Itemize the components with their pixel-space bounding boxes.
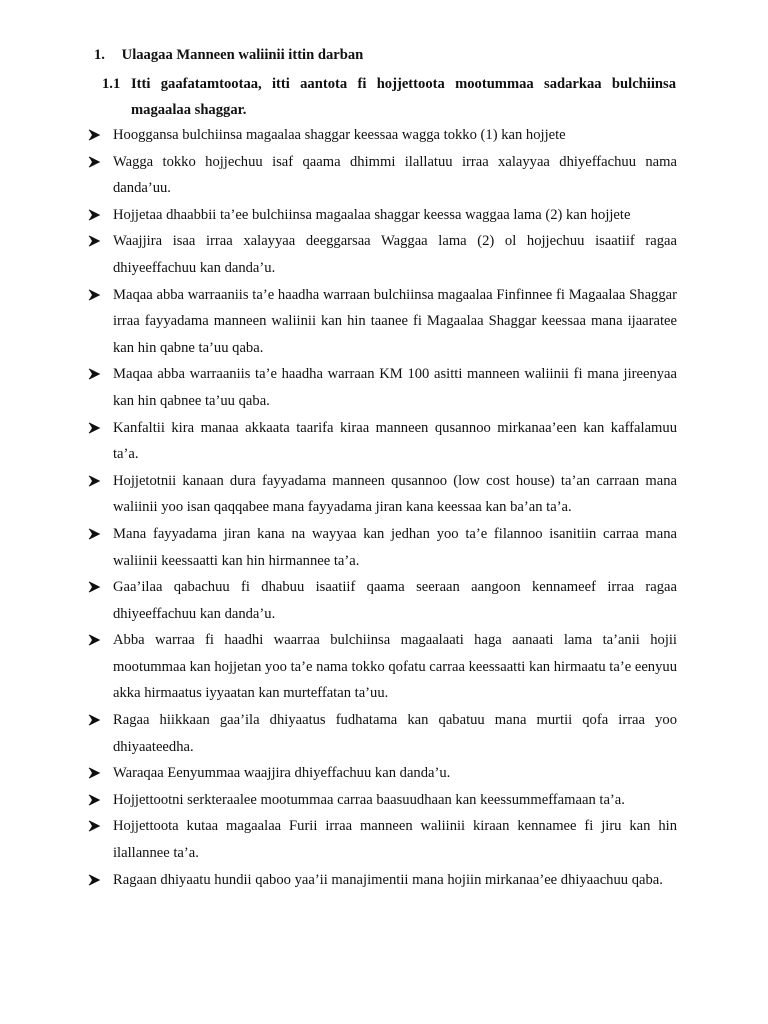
list-item-text: Hojjetotnii kanaan dura fayyadama manneen qusannoo (low cost house) ta’an carraan mana waliinii yoo isan qaqqabee mana fayyadama jiran kana keessaa kan ba’an ta’a. <box>113 472 677 516</box>
list-item <box>87 122 677 149</box>
list-item <box>87 361 677 414</box>
list-item <box>87 760 677 787</box>
list-item-text: Gaa’ilaa qabachuu fi dhabuu isaatiif qaama seeraan aangoon kennameef irraa ragaa dhiyeeffachuu kan danda’u. <box>113 579 677 622</box>
list-item-text: Ragaa hiikkaan gaa’ila dhiyaatus fudhatama kan qabatuu mana murtii qofa irraa yoo dhiyaateedha. <box>113 712 677 755</box>
list-item <box>87 574 677 627</box>
list-item-text: Hooggansa bulchiinsa magaalaa shaggar keessaa wagga tokko (1) kan hojjete <box>113 127 566 143</box>
subsection-title: Itti gaafatamtootaa, itti aantota fi hojjettoota mootummaa sadarkaa bulchiinsa magaalaa shaggar. <box>131 76 676 118</box>
list-item <box>87 228 677 281</box>
list-item <box>87 787 677 814</box>
list-item-text: Hojjettootni serkteraalee mootummaa carraa baasuudhaan kan keessummeffamaan ta’a. <box>113 791 625 808</box>
list-item <box>87 282 677 362</box>
list-item <box>87 149 677 202</box>
right-arrowhead-icon <box>87 202 101 228</box>
list-item-text: Maqaa abba warraaniis ta’e haadha warraan KM 100 asitti manneen waliinii fi mana jireenyaa kan hin qabnee ta’uu qaba. <box>113 366 677 409</box>
list-item <box>87 415 677 468</box>
right-arrowhead-icon <box>87 627 101 653</box>
right-arrowhead-icon <box>87 282 101 308</box>
right-arrowhead-icon <box>87 787 101 813</box>
list-item-text: Mana fayyadama jiran kana na wayyaa kan jedhan yoo ta’e filannoo isanitiin carraa mana waliinii keessaatti kan hin hirmannee ta’a. <box>113 525 677 569</box>
list-item-text: Wagga tokko hojjechuu isaf qaama dhimmi ilallatuu irraa xalayyaa dhiyeffachuu nama danda’uu. <box>113 153 677 197</box>
right-arrowhead-icon <box>87 228 101 254</box>
requirements-list <box>87 122 677 893</box>
section-heading <box>94 45 363 65</box>
right-arrowhead-icon <box>87 707 101 733</box>
list-item <box>87 202 677 229</box>
section-number: 1. <box>94 47 105 63</box>
right-arrowhead-icon <box>87 468 101 494</box>
list-item <box>87 521 677 574</box>
list-item-text: Kanfaltii kira manaa akkaata taarifa kiraa manneen qusannoo mirkanaa’een kan kaffalamuu ta’a. <box>113 419 677 463</box>
right-arrowhead-icon <box>87 574 101 600</box>
right-arrowhead-icon <box>87 813 101 839</box>
list-item <box>87 813 677 866</box>
right-arrowhead-icon <box>87 760 101 786</box>
list-item-text: Abba warraa fi haadhi waarraa bulchiinsa magaalaati haga aanaati lama ta’anii hojii mootummaa kan hojjetan yoo ta’e nama tokko qofatu carraa keessaatti kan hirmaatu ta’e eenyuu akka hirmaatus iyyaatan kan murteffatan ta’uu. <box>113 632 677 702</box>
right-arrowhead-icon <box>87 361 101 387</box>
subsection-heading <box>102 71 676 123</box>
right-arrowhead-icon <box>87 867 101 893</box>
list-item <box>87 468 677 521</box>
list-item-text: Maqaa abba warraaniis ta’e haadha warraan bulchiinsa magaalaa Finfinnee fi Magaalaa Shaggar irraa fayyadama manneen waliinii kan hin taanee fi Magaalaa Shaggar keessaa mana ijaaratee kan hin qabne ta’uu qaba. <box>113 286 677 356</box>
right-arrowhead-icon <box>87 149 101 175</box>
list-item <box>87 707 677 760</box>
list-item <box>87 627 677 707</box>
list-item-text: Waraqaa Eenyummaa waajjira dhiyeffachuu kan danda’u. <box>113 765 451 782</box>
right-arrowhead-icon <box>87 122 101 148</box>
right-arrowhead-icon <box>87 415 101 441</box>
list-item-text: Hojjettoota kutaa magaalaa Furii irraa manneen waliinii kiraan kennamee fi jiru kan hin ilallannee ta’a. <box>113 818 677 862</box>
list-item <box>87 867 677 894</box>
section-title: Ulaagaa Manneen waliinii ittin darban <box>121 47 364 63</box>
subsection-number: 1.1 <box>102 76 121 92</box>
list-item-text: Hojjetaa dhaabbii ta’ee bulchiinsa magaalaa shaggar keessa waggaa lama (2) kan hojjete <box>113 206 631 223</box>
list-item-text: Waajjira isaa irraa xalayyaa deeggarsaa Waggaa lama (2) ol hojjechuu isaatiif ragaa dhiyeeffachuu kan danda’u. <box>113 233 677 276</box>
right-arrowhead-icon <box>87 521 101 547</box>
list-item-text: Ragaan dhiyaatu hundii qaboo yaa’ii manajimentii mana hojiin mirkanaa’ee dhiyaachuu qaba. <box>113 871 663 888</box>
